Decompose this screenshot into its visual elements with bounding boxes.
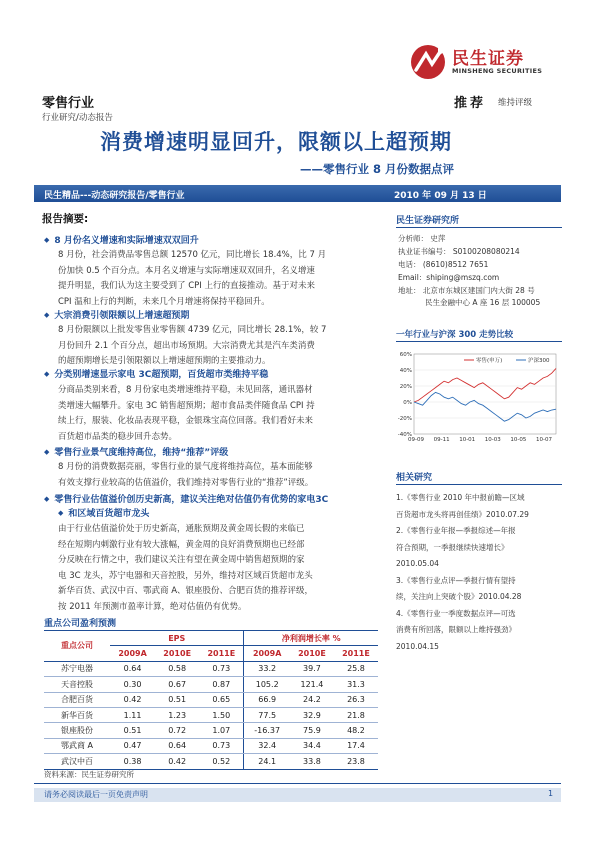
- table-cell: 0.30: [110, 677, 155, 692]
- table-cell: 25.8: [334, 661, 378, 676]
- table-cell: 1.07: [199, 723, 244, 738]
- company-name: 鄂武商 A: [44, 738, 110, 753]
- related-item[interactable]: 符合预期，一季报继续快速增长》: [396, 542, 509, 552]
- page-number: 1: [548, 789, 554, 798]
- column-header: 2009A: [244, 646, 290, 661]
- table-cell: 0.64: [155, 738, 199, 753]
- table-cell: 77.5: [244, 707, 290, 722]
- body-line: 月份回升 2.1 个百分点，超出市场预期。大宗消费尤其是汽车类消费: [58, 340, 315, 351]
- related-list: [396, 490, 562, 655]
- table-cell: 17.4: [334, 738, 378, 753]
- y-tick-label: 20%: [399, 384, 412, 390]
- license-number: 执业证书编号： S0100208080214: [398, 247, 520, 256]
- table-cell: 31.3: [334, 677, 378, 692]
- body-line: 由于行业估值溢价处于历史新高，通胀预期及黄金周长假的来临已: [58, 524, 305, 534]
- table-cell: 0.58: [155, 661, 199, 676]
- table-cell: 32.9: [290, 707, 334, 722]
- column-group-header: EPS: [110, 631, 244, 646]
- table-cell: 24.2: [290, 692, 334, 707]
- x-tick-label: 10-03: [484, 437, 501, 443]
- body-line: 按 2011 年预测市盈率计算，绝对估值仍有优势。: [58, 601, 247, 612]
- divider: [396, 227, 562, 228]
- body-line: 新华百货、武汉中百、鄂武商 A、银座股份、合肥百货的推荐评级，: [58, 586, 314, 596]
- company-name: 合肥百货: [44, 692, 110, 707]
- company-name: 武汉中百: [44, 754, 110, 769]
- table-cell: 1.50: [199, 707, 244, 722]
- section-heading: ◆ 零售行业估值溢价创历史新高，建议关注绝对估值仍有优势的家电3C: [44, 492, 328, 505]
- footer-divider: [34, 783, 561, 784]
- company-name: 苏宁电器: [44, 661, 110, 676]
- related-item[interactable]: 2010.05.04: [396, 559, 439, 568]
- heading-continuation: 和区域百货超市龙头: [68, 509, 150, 519]
- earnings-table: [44, 630, 378, 770]
- table-cell: 0.38: [110, 754, 155, 769]
- divider: [396, 484, 562, 485]
- section-body: [58, 323, 376, 370]
- section-body: [58, 460, 376, 491]
- series-line: [414, 368, 556, 402]
- table-cell: 39.7: [290, 661, 334, 676]
- company-name: 新华百货: [44, 707, 110, 722]
- column-group-header: 净利润增长率 %: [244, 631, 378, 646]
- section-heading: ◆ 8 月份名义增速和实际增速双双回升: [44, 233, 199, 246]
- table-source: 资料来源：民生证券研究所: [44, 770, 134, 779]
- x-tick-label: 10-01: [459, 437, 476, 443]
- table-row: [44, 707, 378, 722]
- body-line: 份加快 0.5 个百分点。本月名义增速与实际增速双双回升，名义增速: [58, 265, 315, 276]
- table-cell: 75.9: [290, 723, 334, 738]
- report-type: 行业研究/动态报告: [42, 113, 113, 123]
- body-line: 8 月份，社会消费品零售总额 12570 亿元，同比增长 18.4%，比 7 月: [58, 250, 327, 260]
- related-item[interactable]: 百货超市龙头将再创佳绩》2010.07.29: [396, 509, 529, 519]
- body-line: CPI 温和上行的判断，未来几个月增速将保持平稳回升。: [58, 296, 270, 307]
- chart-title: 一年行业与沪深 300 走势比较: [396, 330, 514, 340]
- table-cell: 0.64: [110, 661, 155, 676]
- body-line: 分商品类别来看，8 月份家电类增速维持平稳，未见回落，通讯器材: [58, 385, 313, 395]
- brand-name-cn: 民生证券: [452, 49, 524, 69]
- column-header: 2011E: [199, 646, 244, 661]
- table-cell: 33.8: [290, 754, 334, 769]
- related-item[interactable]: 1.《零售行业 2010 年中报前瞻—区域: [396, 493, 525, 502]
- table-cell: 0.65: [199, 692, 244, 707]
- x-tick-label: 09-11: [433, 437, 450, 443]
- legend-label: 沪深300: [528, 358, 550, 364]
- table-cell: 121.4: [290, 677, 334, 692]
- table-cell: -16.37: [244, 723, 290, 738]
- table-title: 重点公司盈利预测: [44, 619, 117, 629]
- section-heading: ◆ 分类别增速显示家电 3C超预期，百货超市类维持平稳: [44, 367, 268, 380]
- table-cell: 105.2: [244, 677, 290, 692]
- table-cell: 0.72: [155, 723, 199, 738]
- table-cell: 26.3: [334, 692, 378, 707]
- body-line: 分反映在行情之中，我们建议关注有望在黄金周中销售超预期的家: [58, 555, 305, 565]
- column-header: 重点公司: [44, 631, 110, 662]
- table-cell: 0.73: [199, 661, 244, 676]
- column-header: 2009A: [110, 646, 155, 661]
- section-body: [58, 383, 376, 445]
- table-cell: 1.11: [110, 707, 155, 722]
- body-line: 续上行，服装、化妆品表现平稳，金银珠宝高位回落。我们看好未来: [58, 416, 314, 426]
- report-date: 2010 年 09 月 13 日: [394, 191, 487, 201]
- x-tick-label: 09-09: [408, 437, 424, 443]
- related-item[interactable]: 消费有所回落，限额以上维持强劲》: [396, 625, 516, 634]
- phone: 电话： (8610)8512 7651: [398, 260, 489, 269]
- table-cell: 24.1: [244, 754, 290, 769]
- abstract-label: 报告摘要:: [42, 213, 89, 225]
- address: 地址： 北京市东城区建国门内大街 28 号: [398, 286, 535, 295]
- table-cell: 0.67: [155, 677, 199, 692]
- email: Email：shiping@mszq.com: [398, 273, 500, 282]
- institute-title: 民生证券研究所: [396, 216, 460, 226]
- related-item[interactable]: 4.《零售行业一季度数据点评—可选: [396, 608, 516, 618]
- related-item[interactable]: 2.《零售行业年报—季报综述—年报: [396, 526, 516, 535]
- body-line: 类增速大幅攀升。家电 3C 销售超预期；超市食品类伴随食品 CPI 持: [58, 400, 315, 411]
- column-header: 2011E: [334, 646, 378, 661]
- legend-label: 零售(申万): [476, 358, 503, 364]
- brand-name-en: MINSHENG SECURITIES: [452, 67, 543, 75]
- table-cell: 34.4: [290, 738, 334, 753]
- body-line: 有效支撑行业较高的估值溢价，我们维持对零售行业的“推荐”评级。: [58, 477, 314, 488]
- y-tick-label: 0%: [403, 400, 412, 406]
- y-tick-label: 60%: [399, 352, 412, 358]
- comparison-chart: [388, 346, 562, 446]
- body-line: 电 3C 龙头，苏宁电器和天音控股，另外，维持对区域百货超市龙头: [58, 570, 313, 581]
- column-header: 2010E: [290, 646, 334, 661]
- table-cell: 0.51: [155, 692, 199, 707]
- section-heading-cont: [58, 506, 149, 519]
- y-tick-label: -40%: [397, 432, 412, 438]
- table-cell: 48.2: [334, 723, 378, 738]
- analyst: 分析师： 史萍: [398, 234, 446, 243]
- y-tick-label: -20%: [397, 416, 412, 422]
- table-cell: 0.73: [199, 738, 244, 753]
- table-row: [44, 723, 378, 738]
- section-body: [58, 248, 376, 310]
- rating-note: 维持评级: [498, 98, 533, 108]
- table-cell: 32.4: [244, 738, 290, 753]
- table-row: [44, 754, 378, 769]
- table-row: [44, 738, 378, 753]
- x-tick-label: 10-05: [510, 437, 527, 443]
- table-row: [44, 661, 378, 676]
- table-cell: 0.47: [110, 738, 155, 753]
- plot-frame: [414, 354, 556, 434]
- related-title: 相关研究: [396, 473, 433, 483]
- table-row: [44, 677, 378, 692]
- column-header: 2010E: [155, 646, 199, 661]
- related-item[interactable]: 3.《零售行业点评—季报行情有望持: [396, 575, 516, 585]
- table-cell: 33.2: [244, 661, 290, 676]
- x-tick-label: 10-07: [536, 437, 552, 443]
- table-cell: 23.8: [334, 754, 378, 769]
- disclaimer-note: 请务必阅读最后一页免责声明: [44, 790, 148, 799]
- table-cell: 21.8: [334, 707, 378, 722]
- company-name: 天音控股: [44, 677, 110, 692]
- address-cont: 民生金融中心 A 座 16 层 100005: [425, 298, 541, 307]
- section-body: [58, 522, 376, 615]
- divider: [396, 341, 562, 342]
- related-item[interactable]: 2010.04.15: [396, 641, 439, 651]
- y-tick-label: 40%: [399, 368, 412, 374]
- industry-label: 零售行业: [42, 96, 95, 111]
- page-title: 消费增速明显回升，限额以上超预期: [100, 130, 452, 154]
- table-cell: 0.42: [155, 754, 199, 769]
- table-cell: 66.9: [244, 692, 290, 707]
- body-line: 8 月份限额以上批发零售业零售额 4739 亿元，同比增长 28.1%，较 7: [58, 325, 327, 335]
- table-cell: 0.52: [199, 754, 244, 769]
- company-name: 银座股份: [44, 723, 110, 738]
- body-line: 提升明显，我们认为这主要受到了 CPI 上行的直接推动。基于对未来: [58, 281, 315, 291]
- table-cell: 1.23: [155, 707, 199, 722]
- page-subtitle: ——零售行业 8 月份数据点评: [300, 162, 455, 176]
- body-line: 的超预期增长是引领限额以上增速超预期的主要推动力。: [58, 356, 271, 366]
- related-item[interactable]: 续，关注向上突破个股》2010.04.28: [396, 592, 522, 601]
- body-line: 8 月份的消费数据亮丽，零售行业的景气度将维持高位，基本面能够: [58, 462, 313, 472]
- table-cell: 0.51: [110, 723, 155, 738]
- table-cell: 0.42: [110, 692, 155, 707]
- table-cell: 0.87: [199, 677, 244, 692]
- section-heading: ◆ 大宗消费引领限额以上增速超预期: [44, 308, 189, 321]
- section-heading: ◆ 零售行业景气度维持高位，维持“推荐”评级: [44, 445, 228, 458]
- rating: 推荐: [454, 96, 487, 111]
- table-row: [44, 692, 378, 707]
- body-line: 经在短期内刺激行业有较大涨幅，黄金周的良好消费预期也已经部: [58, 539, 305, 550]
- series-line: [414, 392, 556, 421]
- banner-label: 民生精品---动态研究报告/零售行业: [44, 191, 185, 201]
- body-line: 百货超市品类的稳步回升态势。: [58, 431, 178, 442]
